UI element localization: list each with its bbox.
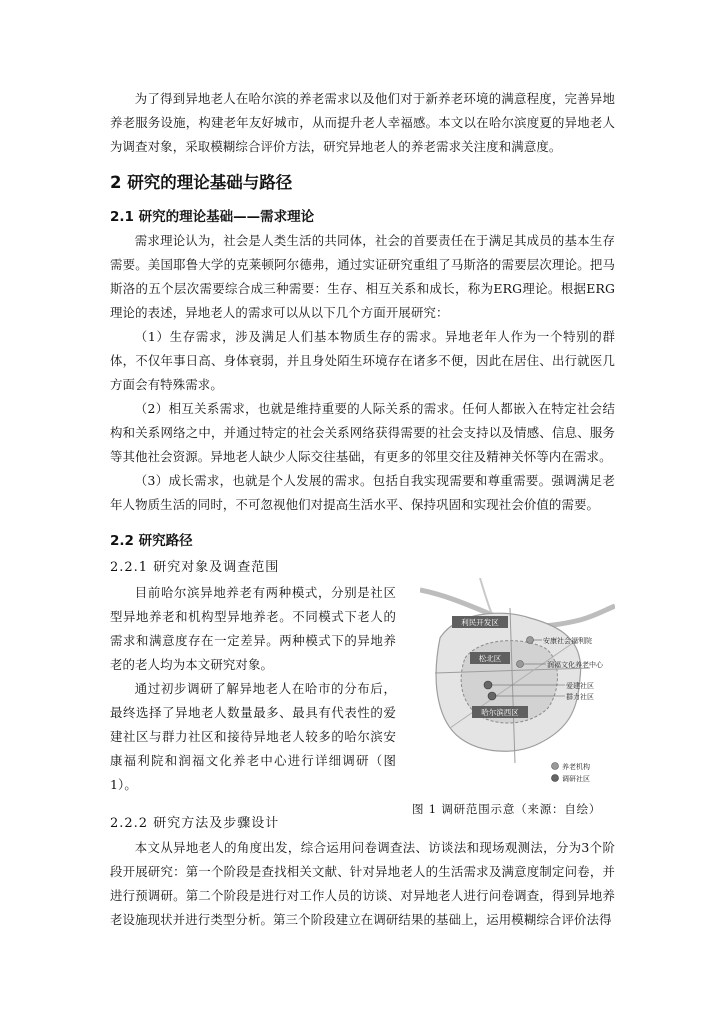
section-2-2-1-heading: 2.2.1 研究对象及调查范围 [110, 560, 280, 575]
site-marker-qunli [488, 692, 496, 700]
legend-community-icon [552, 775, 559, 782]
intro-paragraph: 为了得到异地老人在哈尔滨的养老需求以及他们对于新养老环境的满意程度，完善异地养老服务设施，构建老年友好城市，从而提升老人幸福感。本文以在哈尔滨度夏的异地老人为调查对象，采取模糊综合评价方法，研究异地老人的养老需求关注度和满意度。 [110, 91, 615, 154]
section-2-2-heading: 2.2 研究路径 [110, 533, 193, 549]
site-marker-runfu [517, 661, 524, 668]
section-2-2-1-paragraph-2: 通过初步调研了解异地老人在哈市的分布后，最终选择了异地老人数量最多、最具有代表性的爱建社区与群力社区和接待异地老人较多的哈尔滨安康福利院和润福文化养老中心进行详细调研（图1）。 [110, 681, 396, 792]
site-label-runfu: 润福文化养老中心 [547, 661, 603, 669]
district-label-songbei: 松北区 [478, 654, 502, 663]
section-2-1-heading: 2.1 研究的理论基础——需求理论 [110, 209, 315, 225]
site-label-qunli: 群力社区 [566, 693, 594, 701]
section-2-1-paragraph-2: （1）生存需求，涉及满足人们基本物质生存的需求。异地老年人作为一个特别的群体，不仅年事日高、身体衰弱，并且身处陌生环境存在诸多不便，因此在居住、出行就医几方面会有特殊需求。 [110, 329, 615, 392]
section-2-1-paragraph-4: （3）成长需求，也就是个人发展的需求。包括自我实现需要和尊重需要。强调满足老年人物质生活的同时，不可忽视他们对提高生活水平、保持巩固和实现社会价值的需要。 [110, 473, 615, 512]
map-svg [420, 578, 615, 786]
figure-1-map [420, 578, 615, 786]
section-2-heading: 2 研究的理论基础与路径 [110, 173, 293, 192]
legend-institution-label: 养老机构 [562, 763, 590, 771]
section-2-2-2-heading: 2.2.2 研究方法及步骤设计 [110, 816, 280, 831]
site-label-ankang: 安康社会福利院 [543, 637, 592, 645]
site-marker-ankang [527, 637, 534, 644]
district-label-harbin-west: 哈尔滨西区 [481, 708, 519, 717]
section-2-1-paragraph-3: （2）相互关系需求，也就是维持重要的人际关系的需求。任何人都嵌入在特定社会结构和关系网络之中，并通过特定的社会关系网络获得需要的社会支持以及情感、信息、服务等其他社会资源。异地老人缺少人际交往基础，有更多的邻里交往及精神关怀等内在需求。 [110, 401, 615, 464]
legend-community-label: 调研社区 [562, 775, 590, 783]
section-2-2-2-paragraph-1: 本文从异地老人的角度出发，综合运用问卷调查法、访谈法和现场观测法，分为3个阶段开展研究：第一个阶段是查找相关文献、针对异地老人的生活需求及满意度制定问卷，并进行预调研。第二个阶段是进行对工作人员的访谈、对异地老人进行问卷调查，得到异地养老设施现状并进行类型分析。第三个阶段建立在调研结果的基础上，运用模糊综合评价法得 [110, 840, 615, 927]
section-2-2-1-paragraph-1: 目前哈尔滨异地养老有两种模式，分别是社区型异地养老和机构型异地养老。不同模式下老人的需求和满意度存在一定差异。两种模式下的异地养老的老人均为本文研究对象。 [110, 585, 396, 672]
site-label-aijian: 爱建社区 [566, 682, 594, 690]
figure-1-caption: 图 1 调研范围示意（来源：自绘） [412, 802, 602, 816]
section-2-1-paragraph-1: 需求理论认为，社会是人类生活的共同体，社会的首要责任在于满足其成员的基本生存需要。美国耶鲁大学的克莱顿阿尔德弗，通过实证研究重组了马斯洛的需要层次理论。把马斯洛的五个层次需要综合成三种需要：生存、相互关系和成长，称为ERG理论。根据ERG理论的表述，异地老人的需求可以从以下几个方面开展研究： [110, 233, 615, 320]
site-marker-aijian [484, 681, 492, 689]
map-legend [552, 762, 591, 783]
legend-institution-icon [552, 763, 559, 770]
district-label-limin: 利民开发区 [461, 618, 499, 627]
